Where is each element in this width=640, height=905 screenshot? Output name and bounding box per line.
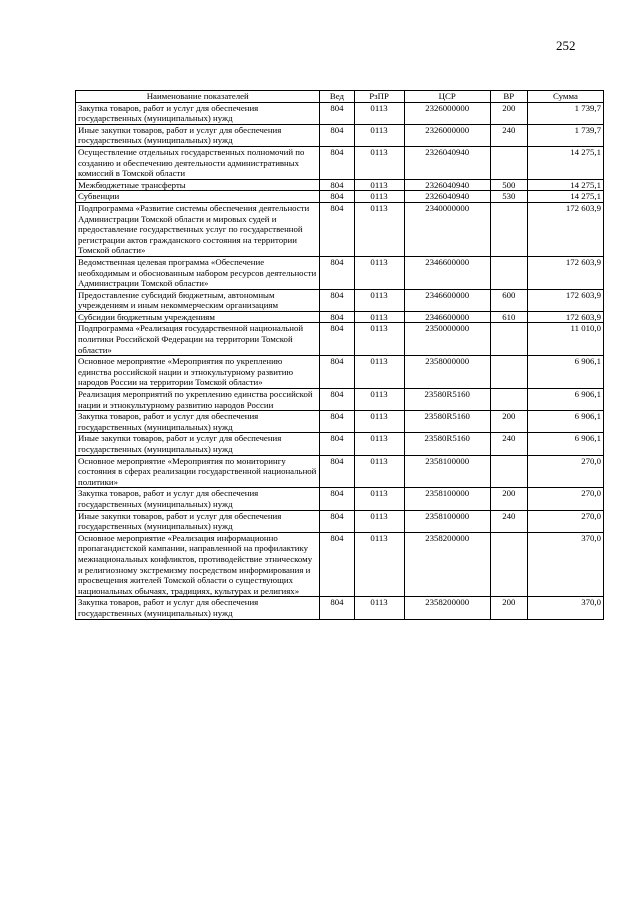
table-row: [76, 488, 604, 510]
cell-rzpr: 0113: [354, 146, 404, 179]
cell-rzpr: 0113: [354, 597, 404, 619]
cell-ved: 804: [320, 256, 354, 289]
cell-ved: 804: [320, 532, 354, 597]
cell-name: Субвенции: [76, 191, 320, 203]
cell-vr: 200: [490, 411, 527, 433]
cell-rzpr: 0113: [354, 102, 404, 124]
cell-vr: [490, 389, 527, 411]
cell-csr: 2358100000: [404, 488, 490, 510]
cell-csr: 2340000000: [404, 202, 490, 256]
cell-rzpr: 0113: [354, 323, 404, 356]
cell-vr: [490, 356, 527, 389]
cell-vr: [490, 455, 527, 488]
cell-csr: 2326040940: [404, 179, 490, 191]
cell-csr: 2350000000: [404, 323, 490, 356]
cell-sum: 172 603,9: [527, 202, 603, 256]
table-row: [76, 597, 604, 619]
cell-name: Межбюджетные трансферты: [76, 179, 320, 191]
cell-csr: 2358000000: [404, 356, 490, 389]
table-row: [76, 146, 604, 179]
cell-vr: 200: [490, 102, 527, 124]
cell-vr: [490, 146, 527, 179]
table-row: [76, 433, 604, 455]
cell-vr: 240: [490, 510, 527, 532]
table-row: [76, 202, 604, 256]
cell-ved: 804: [320, 311, 354, 323]
cell-rzpr: 0113: [354, 179, 404, 191]
cell-ved: 804: [320, 102, 354, 124]
cell-csr: 2326000000: [404, 124, 490, 146]
page-number: 252: [556, 38, 576, 53]
cell-vr: 500: [490, 179, 527, 191]
cell-name: Осуществление отдельных государственных полномочий по созданию и обеспечению деятельности административных комиссий в Томской области: [76, 146, 320, 179]
header-sum: Сумма: [527, 91, 603, 103]
cell-ved: 804: [320, 323, 354, 356]
cell-vr: 200: [490, 597, 527, 619]
cell-rzpr: 0113: [354, 389, 404, 411]
cell-sum: 370,0: [527, 597, 603, 619]
budget-table: [75, 90, 604, 620]
cell-rzpr: 0113: [354, 202, 404, 256]
cell-ved: 804: [320, 124, 354, 146]
cell-name: Основное мероприятие «Мероприятия по мониторингу состояния в сферах реализации государственной национальной политики»: [76, 455, 320, 488]
header-name: Наименование показателей: [76, 91, 320, 103]
header-csr: ЦСР: [404, 91, 490, 103]
cell-name: Субсидии бюджетным учреждениям: [76, 311, 320, 323]
cell-csr: 23580R5160: [404, 389, 490, 411]
cell-ved: 804: [320, 411, 354, 433]
cell-vr: [490, 532, 527, 597]
cell-rzpr: 0113: [354, 191, 404, 203]
cell-name: Основное мероприятие «Мероприятия по укреплению единства российской нации и этнокультурному развитию народов России на территории Томской области»: [76, 356, 320, 389]
cell-name: Закупка товаров, работ и услуг для обеспечения государственных (муниципальных) нужд: [76, 411, 320, 433]
cell-name: Основное мероприятие «Реализация информационно пропагандистской кампании, направленной на профилактику межнациональных конфликтов, противодействие этническому и религиозному экстремизму посредством информирования и просвещения жителей Томской области о существующих национальных обычаях, традициях, культурах и религиях»: [76, 532, 320, 597]
cell-csr: 2346600000: [404, 256, 490, 289]
cell-csr: 2326040940: [404, 191, 490, 203]
cell-sum: 1 739,7: [527, 124, 603, 146]
cell-sum: 270,0: [527, 488, 603, 510]
table-row: [76, 323, 604, 356]
cell-ved: 804: [320, 488, 354, 510]
table-row: [76, 256, 604, 289]
cell-rzpr: 0113: [354, 488, 404, 510]
cell-ved: 804: [320, 356, 354, 389]
cell-rzpr: 0113: [354, 455, 404, 488]
cell-sum: 11 010,0: [527, 323, 603, 356]
cell-ved: 804: [320, 289, 354, 311]
cell-rzpr: 0113: [354, 124, 404, 146]
cell-vr: [490, 202, 527, 256]
header-ved: Вед: [320, 91, 354, 103]
cell-sum: 6 906,1: [527, 433, 603, 455]
cell-vr: 610: [490, 311, 527, 323]
header-vr: ВР: [490, 91, 527, 103]
cell-sum: 14 275,1: [527, 146, 603, 179]
cell-vr: 200: [490, 488, 527, 510]
cell-name: Иные закупки товаров, работ и услуг для обеспечения государственных (муниципальных) нужд: [76, 433, 320, 455]
table-row: [76, 124, 604, 146]
cell-csr: 23580R5160: [404, 411, 490, 433]
table-row: [76, 191, 604, 203]
cell-sum: 270,0: [527, 510, 603, 532]
cell-name: Подпрограмма «Реализация государственной национальной политики Российской Федерации на территории Томской области»: [76, 323, 320, 356]
table-header-row: [76, 91, 604, 103]
cell-csr: 2358100000: [404, 455, 490, 488]
cell-sum: 6 906,1: [527, 356, 603, 389]
table-row: [76, 289, 604, 311]
cell-csr: 2358100000: [404, 510, 490, 532]
cell-sum: 6 906,1: [527, 411, 603, 433]
cell-csr: 2358200000: [404, 597, 490, 619]
cell-csr: 2326000000: [404, 102, 490, 124]
cell-csr: 2346600000: [404, 311, 490, 323]
cell-vr: 600: [490, 289, 527, 311]
cell-rzpr: 0113: [354, 256, 404, 289]
table-row: [76, 532, 604, 597]
cell-ved: 804: [320, 455, 354, 488]
cell-rzpr: 0113: [354, 289, 404, 311]
cell-sum: 6 906,1: [527, 389, 603, 411]
cell-vr: 240: [490, 124, 527, 146]
table-row: [76, 389, 604, 411]
cell-name: Закупка товаров, работ и услуг для обеспечения государственных (муниципальных) нужд: [76, 597, 320, 619]
cell-sum: 14 275,1: [527, 191, 603, 203]
cell-ved: 804: [320, 597, 354, 619]
cell-vr: 530: [490, 191, 527, 203]
cell-rzpr: 0113: [354, 311, 404, 323]
cell-csr: 2326040940: [404, 146, 490, 179]
cell-sum: 172 603,9: [527, 256, 603, 289]
cell-name: Предоставление субсидий бюджетным, автономным учреждениям и иным некоммерческим организациям: [76, 289, 320, 311]
table-row: [76, 510, 604, 532]
cell-vr: 240: [490, 433, 527, 455]
cell-ved: 804: [320, 202, 354, 256]
cell-sum: 370,0: [527, 532, 603, 597]
cell-csr: 2346600000: [404, 289, 490, 311]
cell-sum: 172 603,9: [527, 289, 603, 311]
table-row: [76, 102, 604, 124]
cell-sum: 172 603,9: [527, 311, 603, 323]
cell-rzpr: 0113: [354, 356, 404, 389]
cell-name: Подпрограмма «Развитие системы обеспечения деятельности Администрации Томской области и мировых судей и предоставление государственных услуг по государственной регистрации актов гражданского состояния на территории Томской области»: [76, 202, 320, 256]
table-row: [76, 455, 604, 488]
cell-ved: 804: [320, 191, 354, 203]
cell-sum: 270,0: [527, 455, 603, 488]
cell-name: Иные закупки товаров, работ и услуг для обеспечения государственных (муниципальных) нужд: [76, 510, 320, 532]
table-body: [76, 102, 604, 619]
table-row: [76, 311, 604, 323]
cell-vr: [490, 323, 527, 356]
cell-rzpr: 0113: [354, 433, 404, 455]
cell-ved: 804: [320, 510, 354, 532]
table-row: [76, 411, 604, 433]
cell-csr: 23580R5160: [404, 433, 490, 455]
cell-rzpr: 0113: [354, 411, 404, 433]
cell-sum: 1 739,7: [527, 102, 603, 124]
table-row: [76, 179, 604, 191]
cell-name: Реализация мероприятий по укреплению единства российской нации и этнокультурному развитию народов России: [76, 389, 320, 411]
cell-csr: 2358200000: [404, 532, 490, 597]
cell-sum: 14 275,1: [527, 179, 603, 191]
cell-rzpr: 0113: [354, 510, 404, 532]
cell-vr: [490, 256, 527, 289]
cell-name: Закупка товаров, работ и услуг для обеспечения государственных (муниципальных) нужд: [76, 488, 320, 510]
cell-ved: 804: [320, 146, 354, 179]
cell-rzpr: 0113: [354, 532, 404, 597]
cell-name: Иные закупки товаров, работ и услуг для обеспечения государственных (муниципальных) нужд: [76, 124, 320, 146]
cell-name: Ведомственная целевая программа «Обеспечение необходимым и обоснованным набором ресурсов деятельности Администрации Томской области»: [76, 256, 320, 289]
header-rzpr: РзПР: [354, 91, 404, 103]
cell-ved: 804: [320, 179, 354, 191]
cell-ved: 804: [320, 433, 354, 455]
table-row: [76, 356, 604, 389]
cell-name: Закупка товаров, работ и услуг для обеспечения государственных (муниципальных) нужд: [76, 102, 320, 124]
cell-ved: 804: [320, 389, 354, 411]
